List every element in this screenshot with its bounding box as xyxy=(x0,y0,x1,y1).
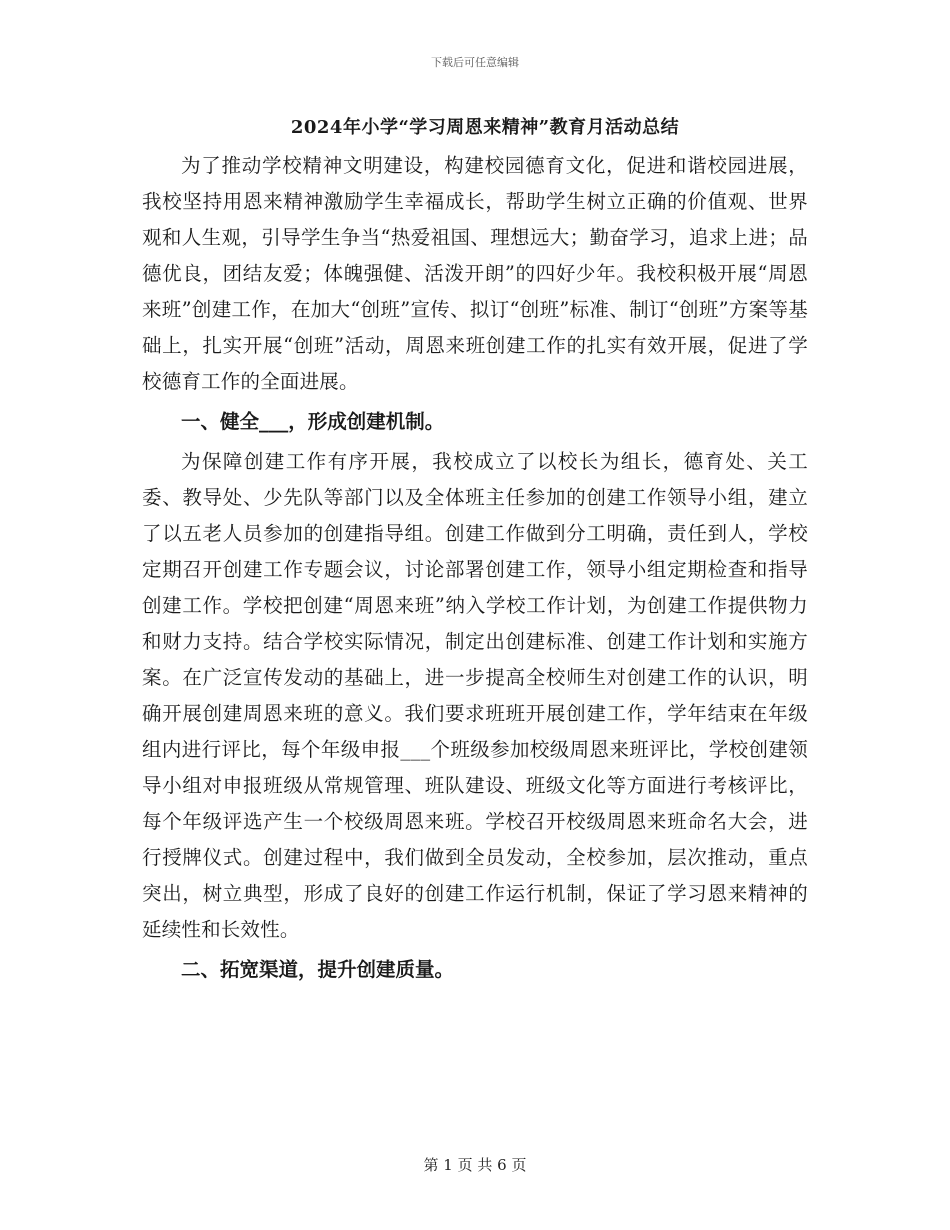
page-number: 第 1 页 共 6 页 xyxy=(423,1156,527,1174)
section-1-paragraph: 为保障创建工作有序开展，我校成立了以校长为组长，德育处、关工委、教导处、少先队等部门以及全体班主任参加的创建工作领导小组，建立了以五老人员参加的创建指导组。创建工作做到分工明确，责任到人，学校定期召开创建工作专题会议，讨论部署创建工作，领导小组定期检查和指导创建工作。学校把创建“周恩来班”纳入学校工作计划，为创建工作提供物力和财力支持。结合学校实际情况，制定出创建标准、创建工作计划和实施方案。在广泛宣传发动的基础上，进一步提高全校师生对创建工作的认识，明确开展创建周恩来班的意义。我们要求班班开展创建工作，学年结束在年级组内进行评比，每个年级申报___个班级参加校级周恩来班评比，学校创建领导小组对申报班级从常规管理、班队建设、班级文化等方面进行考核评比，每个年级评选产生一个校级周恩来班。学校召开校级周恩来班命名大会，进行授牌仪式。创建过程中，我们做到全员发动，全校参加，层次推动，重点突出，树立典型，形成了良好的创建工作运行机制，保证了学习恩来精神的延续性和长效性。 xyxy=(142,450,808,941)
document-body xyxy=(142,108,808,992)
section-heading-2: 二、拓宽渠道，提升创建质量。 xyxy=(181,958,455,981)
section-heading-1: 一、健全___，形成创建机制。 xyxy=(181,410,445,433)
page-header-note: 下载后可任意编辑 xyxy=(431,56,519,69)
intro-paragraph: 为了推动学校精神文明建设，构建校园德育文化，促进和谐校园进展，我校坚持用恩来精神激励学生幸福成长，帮助学生树立正确的价值观、世界观和人生观，引导学生争当“热爱祖国、理想远大；勤奋学习，追求上进；品德优良，团结友爱；体魄强健、活泼开朗”的四好少年。我校积极开展“周恩来班”创建工作，在加大“创班”宣传、拟订“创班”标准、制订“创班”方案等基础上，扎实开展“创班”活动，周恩来班创建工作的扎实有效开展，促进了学校德育工作的全面进展。 xyxy=(142,154,808,393)
document-title: 2024年小学“学习周恩来精神”教育月活动总结 xyxy=(290,117,680,138)
